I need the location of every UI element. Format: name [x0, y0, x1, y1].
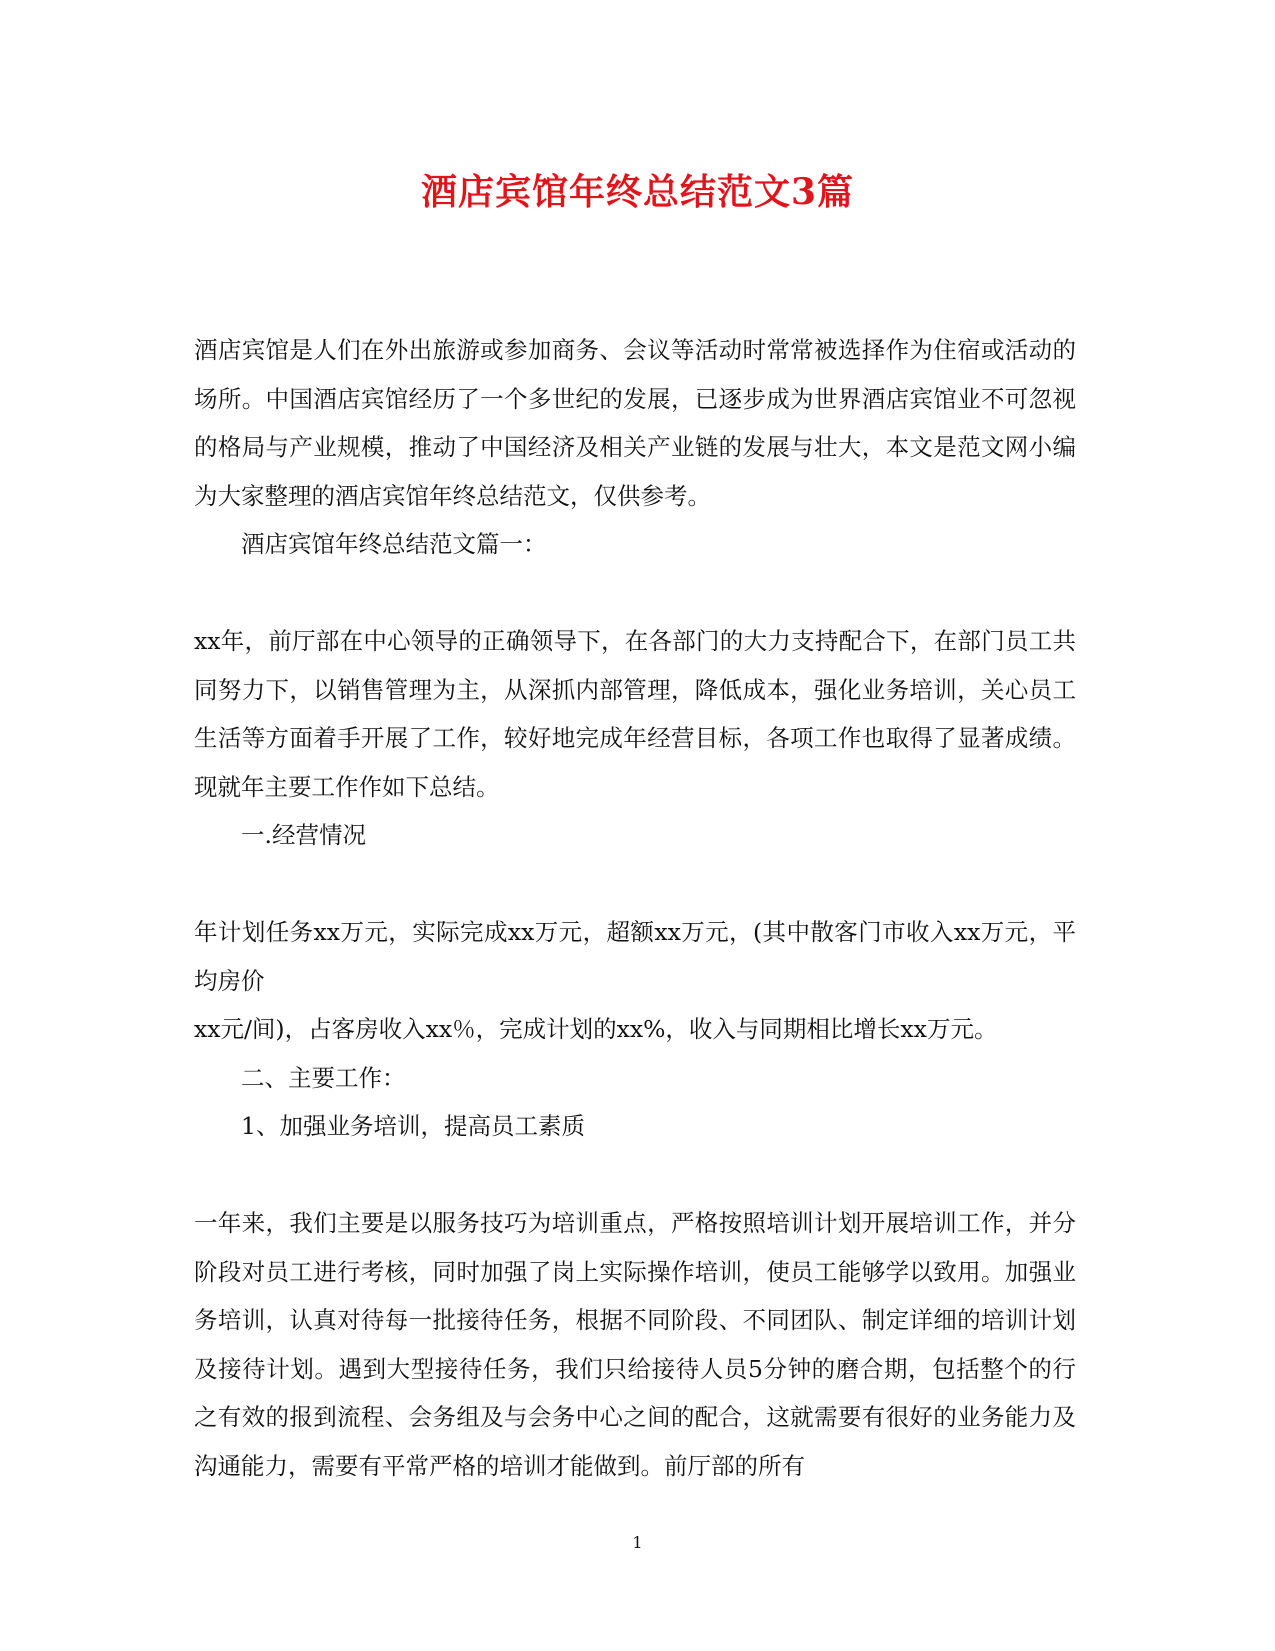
- section-heading: 酒店宾馆年终总结范文篇一：: [241, 530, 547, 558]
- body-paragraph: 一年来，我们主要是以服务技巧为培训重点，严格按照培训计划开展培训工作，并分阶段对员工进行考核，同时加强了岗上实际操作培训，使员工能够学以致用。加强业务培训，认真对待每一批接待任务，根据不同阶段、不同团队、制定详细的培训计划及接待计划。遇到大型接待任务，我们只给接待人员5分钟的磨合期，包括整个的行之有效的报到流程、会务组及与会务中心之间的配合，这就需要有很好的业务能力及沟通能力，需要有平常严格的培训才能做到。前厅部的所有: [194, 1209, 1076, 1480]
- intro-paragraph: 酒店宾馆是人们在外出旅游或参加商务、会议等活动时常常被选择作为住宿或活动的场所。中国酒店宾馆经历了一个多世纪的发展，已逐步成为世界酒店宾馆业不可忽视的格局与产业规模，推动了中国经济及相关产业链的发展与壮大，本文是范文网小编为大家整理的酒店宾馆年终总结范文，仅供参考。: [194, 336, 1076, 510]
- paragraph-gap: [194, 569, 1076, 618]
- paragraph-gap: [194, 1151, 1076, 1200]
- body-paragraph: xx年，前厅部在中心领导的正确领导下，在各部门的大力支持配合下，在部门员工共同努力下，以销售管理为主，从深抓内部管理，降低成本，强化业务培训，关心员工生活等方面着手开展了工作，较好地完成年经营目标，各项工作也取得了显著成绩。现就年主要工作作如下总结。: [194, 627, 1076, 801]
- subsection-heading: 一.经营情况: [241, 821, 366, 849]
- subsection-heading: 二、主要工作：: [241, 1063, 406, 1092]
- subsection-heading: 1、加强业务培训，提高员工素质: [241, 1112, 585, 1140]
- page-number: 1: [632, 1533, 643, 1552]
- paragraph-gap: [194, 860, 1076, 909]
- body-paragraph: xx元/间)，占客房收入xx％，完成计划的xx%，收入与同期相比增长xx万元。: [194, 1015, 998, 1043]
- document-title: 酒店宾馆年终总结范文3篇: [420, 171, 855, 213]
- body-paragraph: 年计划任务xx万元，实际完成xx万元，超额xx万元，(其中散客门市收入xx万元，平均房价: [194, 918, 1076, 995]
- document-body: [194, 326, 1076, 1490]
